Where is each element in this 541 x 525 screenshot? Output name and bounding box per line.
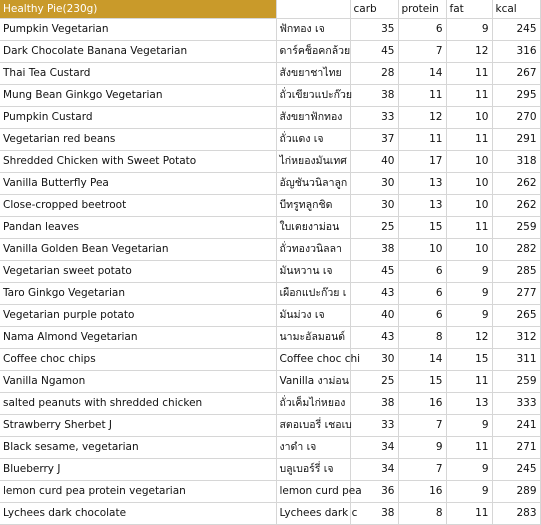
table-row <box>0 283 540 305</box>
cell-protein[interactable]: 6 <box>398 19 446 41</box>
cell-thai-name[interactable]: บลูเบอร์รี่ เจ <box>276 459 350 481</box>
cell-carb[interactable]: 45 <box>350 261 398 283</box>
table-row <box>0 415 540 437</box>
cell-fat[interactable]: 11 <box>446 371 492 393</box>
header-cell-carb[interactable]: carb <box>350 0 398 19</box>
cell-kcal[interactable]: 271 <box>492 437 540 459</box>
cell-item-name[interactable]: Black sesame, vegetarian <box>0 437 276 459</box>
cell-carb[interactable]: 28 <box>350 63 398 85</box>
cell-carb[interactable]: 35 <box>350 19 398 41</box>
cell-fat[interactable]: 10 <box>446 151 492 173</box>
cell-carb[interactable]: 40 <box>350 151 398 173</box>
table-row <box>0 151 540 173</box>
cell-thai-name[interactable]: เผือกแปะก๊วย เ <box>276 283 350 305</box>
cell-kcal[interactable]: 316 <box>492 41 540 63</box>
table-row <box>0 63 540 85</box>
cell-thai-name[interactable]: สังขยาฟักทอง <box>276 107 350 129</box>
cell-carb[interactable]: 40 <box>350 305 398 327</box>
cell-protein[interactable]: 7 <box>398 459 446 481</box>
cell-kcal[interactable]: 295 <box>492 85 540 107</box>
cell-thai-name[interactable]: ฟักทอง เจ <box>276 19 350 41</box>
cell-fat[interactable]: 9 <box>446 459 492 481</box>
cell-kcal[interactable]: 241 <box>492 415 540 437</box>
cell-fat[interactable]: 11 <box>446 503 492 525</box>
cell-thai-name[interactable]: ดาร์คช็อคกล้วย <box>276 41 350 63</box>
cell-thai-name[interactable]: นามะอัลมอนด์ <box>276 327 350 349</box>
cell-thai-name[interactable]: ถั่วแดง เจ <box>276 129 350 151</box>
cell-fat[interactable]: 12 <box>446 327 492 349</box>
cell-protein[interactable]: 7 <box>398 415 446 437</box>
cell-item-name[interactable]: Pumpkin Vegetarian <box>0 19 276 41</box>
table-row <box>0 393 540 415</box>
cell-fat[interactable]: 9 <box>446 19 492 41</box>
cell-carb[interactable]: 38 <box>350 393 398 415</box>
cell-item-name[interactable]: Blueberry J <box>0 459 276 481</box>
cell-protein[interactable]: 10 <box>398 239 446 261</box>
cell-protein[interactable]: 9 <box>398 437 446 459</box>
cell-thai-name[interactable]: ถั่วทองวนิลลา <box>276 239 350 261</box>
cell-fat[interactable]: 9 <box>446 481 492 503</box>
cell-item-name[interactable]: Coffee choc chips <box>0 349 276 371</box>
table-row <box>0 41 540 63</box>
table-title-cell[interactable]: Healthy Pie(230g) <box>0 0 276 19</box>
cell-thai-name[interactable]: สังขยาชาไทย <box>276 63 350 85</box>
cell-fat[interactable]: 12 <box>446 41 492 63</box>
cell-protein[interactable]: 16 <box>398 481 446 503</box>
cell-item-name[interactable]: Thai Tea Custard <box>0 63 276 85</box>
cell-protein[interactable]: 6 <box>398 261 446 283</box>
header-row <box>0 0 540 19</box>
table-row <box>0 107 540 129</box>
cell-item-name[interactable]: Nama Almond Vegetarian <box>0 327 276 349</box>
cell-item-name[interactable]: Vegetarian red beans <box>0 129 276 151</box>
cell-fat[interactable]: 11 <box>446 63 492 85</box>
cell-carb[interactable]: 43 <box>350 327 398 349</box>
cell-item-name[interactable]: Pumpkin Custard <box>0 107 276 129</box>
table-row <box>0 371 540 393</box>
cell-thai-name[interactable]: มันม่วง เจ <box>276 305 350 327</box>
cell-carb[interactable]: 34 <box>350 437 398 459</box>
table-row <box>0 437 540 459</box>
cell-item-name[interactable]: Lychees dark chocolate <box>0 503 276 525</box>
cell-kcal[interactable]: 245 <box>492 459 540 481</box>
cell-item-name[interactable]: Dark Chocolate Banana Vegetarian <box>0 41 276 63</box>
cell-fat[interactable]: 9 <box>446 261 492 283</box>
table-row <box>0 481 540 503</box>
cell-fat[interactable]: 9 <box>446 415 492 437</box>
cell-fat[interactable]: 10 <box>446 239 492 261</box>
cell-kcal[interactable]: 262 <box>492 173 540 195</box>
cell-carb[interactable]: 33 <box>350 415 398 437</box>
cell-fat[interactable]: 11 <box>446 85 492 107</box>
table-row <box>0 195 540 217</box>
cell-item-name[interactable]: Vegetarian sweet potato <box>0 261 276 283</box>
cell-thai-name[interactable]: ถั่วเค็มไก่หยอง <box>276 393 350 415</box>
cell-item-name[interactable]: Vanilla Ngamon <box>0 371 276 393</box>
cell-protein[interactable]: 14 <box>398 349 446 371</box>
cell-thai-name[interactable]: สตอเบอรี่ เชอเบ <box>276 415 350 437</box>
cell-fat[interactable]: 10 <box>446 107 492 129</box>
cell-kcal[interactable]: 291 <box>492 129 540 151</box>
cell-protein[interactable]: 16 <box>398 393 446 415</box>
cell-kcal[interactable]: 311 <box>492 349 540 371</box>
cell-kcal[interactable]: 245 <box>492 19 540 41</box>
cell-protein[interactable]: 8 <box>398 503 446 525</box>
cell-fat[interactable]: 9 <box>446 305 492 327</box>
cell-fat[interactable]: 15 <box>446 349 492 371</box>
table-row <box>0 129 540 151</box>
cell-protein[interactable]: 13 <box>398 173 446 195</box>
cell-thai-name[interactable]: Vanilla งาม่อน <box>276 371 350 393</box>
cell-protein[interactable]: 11 <box>398 85 446 107</box>
table-row <box>0 217 540 239</box>
cell-item-name[interactable]: Taro Ginkgo Vegetarian <box>0 283 276 305</box>
cell-carb[interactable]: 38 <box>350 239 398 261</box>
cell-carb[interactable]: 30 <box>350 195 398 217</box>
table-row <box>0 305 540 327</box>
cell-kcal[interactable]: 265 <box>492 305 540 327</box>
cell-fat[interactable]: 10 <box>446 195 492 217</box>
cell-item-name[interactable]: salted peanuts with shredded chicken <box>0 393 276 415</box>
table-row <box>0 349 540 371</box>
cell-protein[interactable]: 6 <box>398 305 446 327</box>
cell-kcal[interactable]: 333 <box>492 393 540 415</box>
cell-carb[interactable]: 38 <box>350 85 398 107</box>
cell-carb[interactable]: 33 <box>350 107 398 129</box>
cell-item-name[interactable]: Close-cropped beetroot <box>0 195 276 217</box>
cell-fat[interactable]: 9 <box>446 283 492 305</box>
cell-item-name[interactable]: Shredded Chicken with Sweet Potato <box>0 151 276 173</box>
cell-protein[interactable]: 17 <box>398 151 446 173</box>
cell-protein[interactable]: 15 <box>398 217 446 239</box>
cell-protein[interactable]: 7 <box>398 41 446 63</box>
cell-item-name[interactable]: Mung Bean Ginkgo Vegetarian <box>0 85 276 107</box>
cell-protein[interactable]: 14 <box>398 63 446 85</box>
header-cell-thai[interactable] <box>276 0 350 19</box>
cell-carb[interactable]: 43 <box>350 283 398 305</box>
cell-carb[interactable]: 25 <box>350 371 398 393</box>
cell-thai-name[interactable]: ถั่วเขียวแปะก๊วย <box>276 85 350 107</box>
cell-item-name[interactable]: lemon curd pea protein vegetarian <box>0 481 276 503</box>
cell-protein[interactable]: 12 <box>398 107 446 129</box>
cell-item-name[interactable]: Vanilla Golden Bean Vegetarian <box>0 239 276 261</box>
cell-kcal[interactable]: 270 <box>492 107 540 129</box>
cell-kcal[interactable]: 282 <box>492 239 540 261</box>
cell-item-name[interactable]: Vanilla Butterfly Pea <box>0 173 276 195</box>
cell-fat[interactable]: 11 <box>446 217 492 239</box>
cell-protein[interactable]: 15 <box>398 371 446 393</box>
header-cell-fat[interactable]: fat <box>446 0 492 19</box>
table-row <box>0 19 540 41</box>
cell-fat[interactable]: 11 <box>446 437 492 459</box>
cell-fat[interactable]: 13 <box>446 393 492 415</box>
header-cell-kcal[interactable]: kcal <box>492 0 540 19</box>
table-row <box>0 239 540 261</box>
cell-item-name[interactable]: Vegetarian purple potato <box>0 305 276 327</box>
cell-kcal[interactable]: 259 <box>492 217 540 239</box>
cell-thai-name[interactable]: อัญชันวนิลาลูก <box>276 173 350 195</box>
cell-kcal[interactable]: 259 <box>492 371 540 393</box>
cell-kcal[interactable]: 318 <box>492 151 540 173</box>
cell-protein[interactable]: 11 <box>398 129 446 151</box>
cell-fat[interactable]: 10 <box>446 173 492 195</box>
header-cell-protein[interactable]: protein <box>398 0 446 19</box>
table-row <box>0 459 540 481</box>
cell-thai-name[interactable]: Coffee choc chi <box>276 349 350 371</box>
cell-thai-name[interactable]: งาดำ เจ <box>276 437 350 459</box>
cell-kcal[interactable]: 283 <box>492 503 540 525</box>
cell-kcal[interactable]: 262 <box>492 195 540 217</box>
cell-thai-name[interactable]: บีทรูทลูกชิด <box>276 195 350 217</box>
cell-kcal[interactable]: 277 <box>492 283 540 305</box>
cell-thai-name[interactable]: ไก่หยองมันเทศ <box>276 151 350 173</box>
cell-protein[interactable]: 6 <box>398 283 446 305</box>
cell-kcal[interactable]: 289 <box>492 481 540 503</box>
cell-kcal[interactable]: 267 <box>492 63 540 85</box>
cell-fat[interactable]: 11 <box>446 129 492 151</box>
cell-carb[interactable]: 37 <box>350 129 398 151</box>
table-row <box>0 261 540 283</box>
cell-item-name[interactable]: Pandan leaves <box>0 217 276 239</box>
cell-carb[interactable]: 30 <box>350 173 398 195</box>
table-row <box>0 85 540 107</box>
cell-kcal[interactable]: 285 <box>492 261 540 283</box>
cell-thai-name[interactable]: ใบเตยงาม่อน <box>276 217 350 239</box>
cell-carb[interactable]: 34 <box>350 459 398 481</box>
table-row <box>0 173 540 195</box>
cell-protein[interactable]: 13 <box>398 195 446 217</box>
cell-item-name[interactable]: Strawberry Sherbet J <box>0 415 276 437</box>
cell-thai-name[interactable]: Lychees dark c <box>276 503 350 525</box>
cell-carb[interactable]: 30 <box>350 349 398 371</box>
cell-carb[interactable]: 45 <box>350 41 398 63</box>
cell-carb[interactable]: 25 <box>350 217 398 239</box>
cell-carb[interactable]: 38 <box>350 503 398 525</box>
table-row <box>0 503 540 525</box>
table-row <box>0 327 540 349</box>
cell-thai-name[interactable]: lemon curd pea <box>276 481 350 503</box>
cell-thai-name[interactable]: มันหวาน เจ <box>276 261 350 283</box>
cell-protein[interactable]: 8 <box>398 327 446 349</box>
cell-kcal[interactable]: 312 <box>492 327 540 349</box>
cell-carb[interactable]: 36 <box>350 481 398 503</box>
